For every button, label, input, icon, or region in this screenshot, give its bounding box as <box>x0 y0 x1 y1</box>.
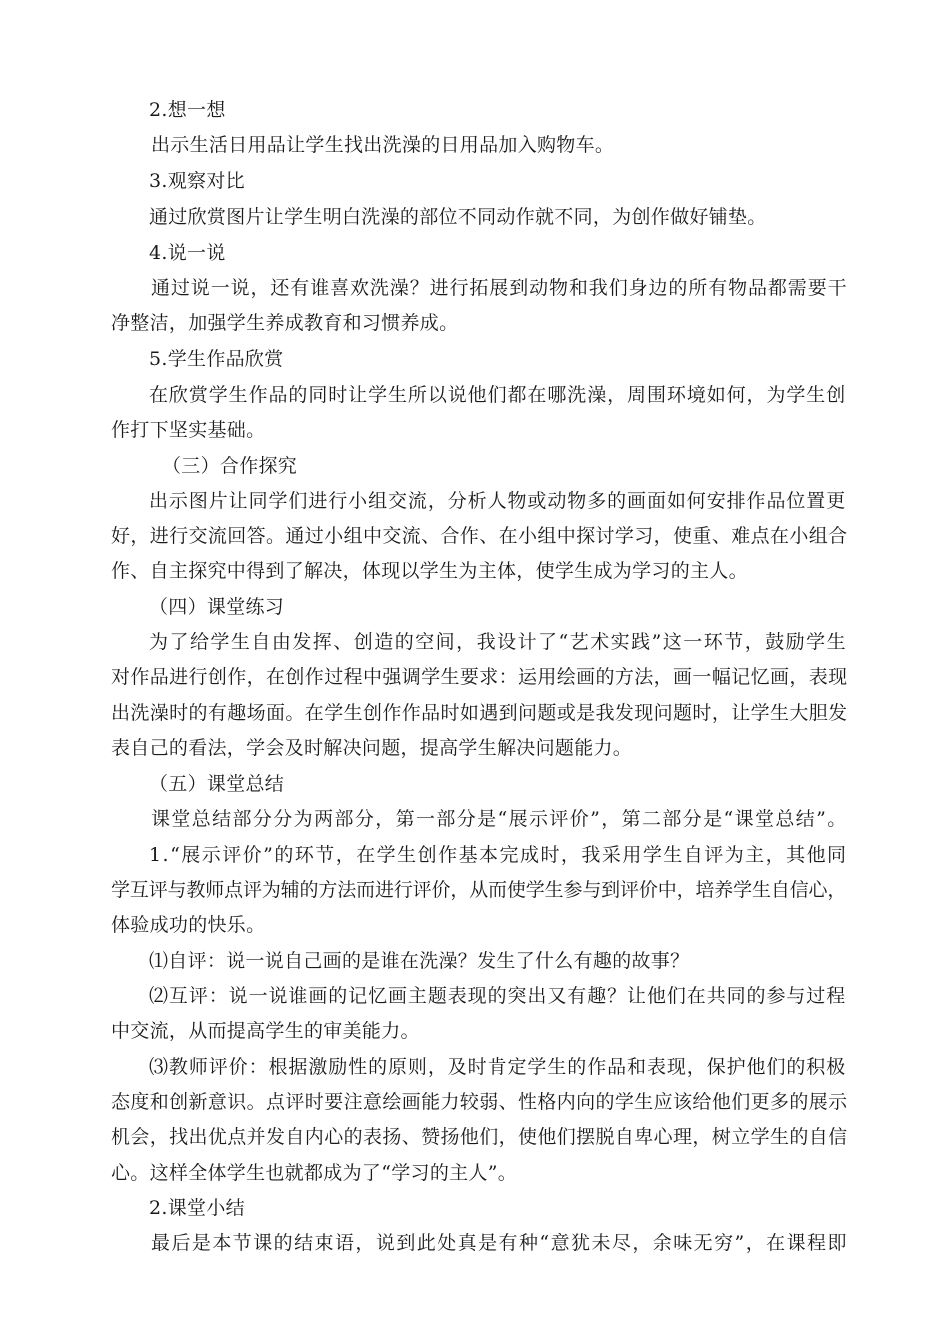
text-line: 态度和创新意识。点评时要注意绘画能力较弱、性格内向的学生应该给他们更多的展示 <box>111 1091 848 1113</box>
text-line: 5.学生作品欣赏 <box>149 348 284 370</box>
text-line: 好，进行交流回答。通过小组中交流、合作、在小组中探讨学习，使重、难点在小组合 <box>111 525 848 547</box>
text-line: ⑶教师评价：根据激励性的原则，及时肯定学生的作品和表现，保护他们的积极 <box>149 1056 847 1078</box>
text-line: 最后是本节课的结束语，说到此处真是有种“意犹未尽，余味无穷”，在课程即 <box>151 1232 848 1254</box>
text-line: ⑴自评：说一说自己画的是谁在洗澡？发生了什么有趣的故事？ <box>149 950 690 972</box>
text-line: 课堂总结部分分为两部分，第一部分是“展示评价”，第二部分是“课堂总结”。 <box>151 808 848 830</box>
text-line: 学互评与教师点评为辅的方法而进行评价，从而使学生参与到评价中，培养学生自信心， <box>111 879 847 901</box>
text-line: （四）课堂练习 <box>149 596 285 618</box>
text-line: （三）合作探究 <box>162 455 298 477</box>
text-line: 中交流，从而提高学生的审美能力。 <box>111 1020 420 1042</box>
text-line: 出洗澡时的有趣场面。在学生创作作品时如遇到问题或是我发现问题时，让学生大胆发 <box>111 702 848 724</box>
text-line: 对作品进行创作，在创作过程中强调学生要求：运用绘画的方法，画一幅记忆画，表现 <box>111 666 848 688</box>
text-line: 3.观察对比 <box>149 170 245 192</box>
text-line: 在欣赏学生作品的同时让学生所以说他们都在哪洗澡，周围环境如何，为学生创 <box>149 384 847 406</box>
text-line: 作打下坚实基础。 <box>111 419 266 441</box>
text-line: 机会，找出优点并发自内心的表扬、赞扬他们，使他们摆脱自卑心理，树立学生的自信 <box>111 1126 848 1148</box>
text-line: 表自己的看法，学会及时解决问题，提高学生解决问题能力。 <box>111 737 633 759</box>
text-line: 通过欣赏图片让学生明白洗澡的部位不同动作就不同，为创作做好铺垫。 <box>149 206 767 228</box>
text-line: 1.“展示评价”的环节，在学生创作基本完成时，我采用学生自评为主，其他同 <box>149 844 848 866</box>
text-line: 2.课堂小结 <box>149 1197 245 1219</box>
text-line: 净整洁，加强学生养成教育和习惯养成。 <box>111 312 459 334</box>
text-line: 4.说一说 <box>149 242 226 264</box>
text-line: 作、自主探究中得到了解决，体现以学生为主体，使学生成为学习的主人。 <box>111 560 748 582</box>
text-line: 体验成功的快乐。 <box>111 914 266 936</box>
text-line: （五）课堂总结 <box>149 773 285 795</box>
text-line: ⑵互评：说一说谁画的记忆画主题表现的突出又有趣？让他们在共同的参与过程 <box>149 985 847 1007</box>
text-line: 为了给学生自由发挥、创造的空间，我设计了“艺术实践”这一环节，鼓励学生 <box>149 631 848 653</box>
text-line: 通过说一说，还有谁喜欢洗澡？进行拓展到动物和我们身边的所有物品都需要干 <box>151 277 848 299</box>
text-line: 2.想一想 <box>149 99 226 121</box>
text-line: 出示图片让同学们进行小组交流，分析人物或动物多的画面如何安排作品位置更 <box>149 490 847 512</box>
text-line: 出示生活日用品让学生找出洗澡的日用品加入购物车。 <box>151 134 615 156</box>
text-line: 心。这样全体学生也就都成为了“学习的主人”。 <box>111 1162 518 1184</box>
